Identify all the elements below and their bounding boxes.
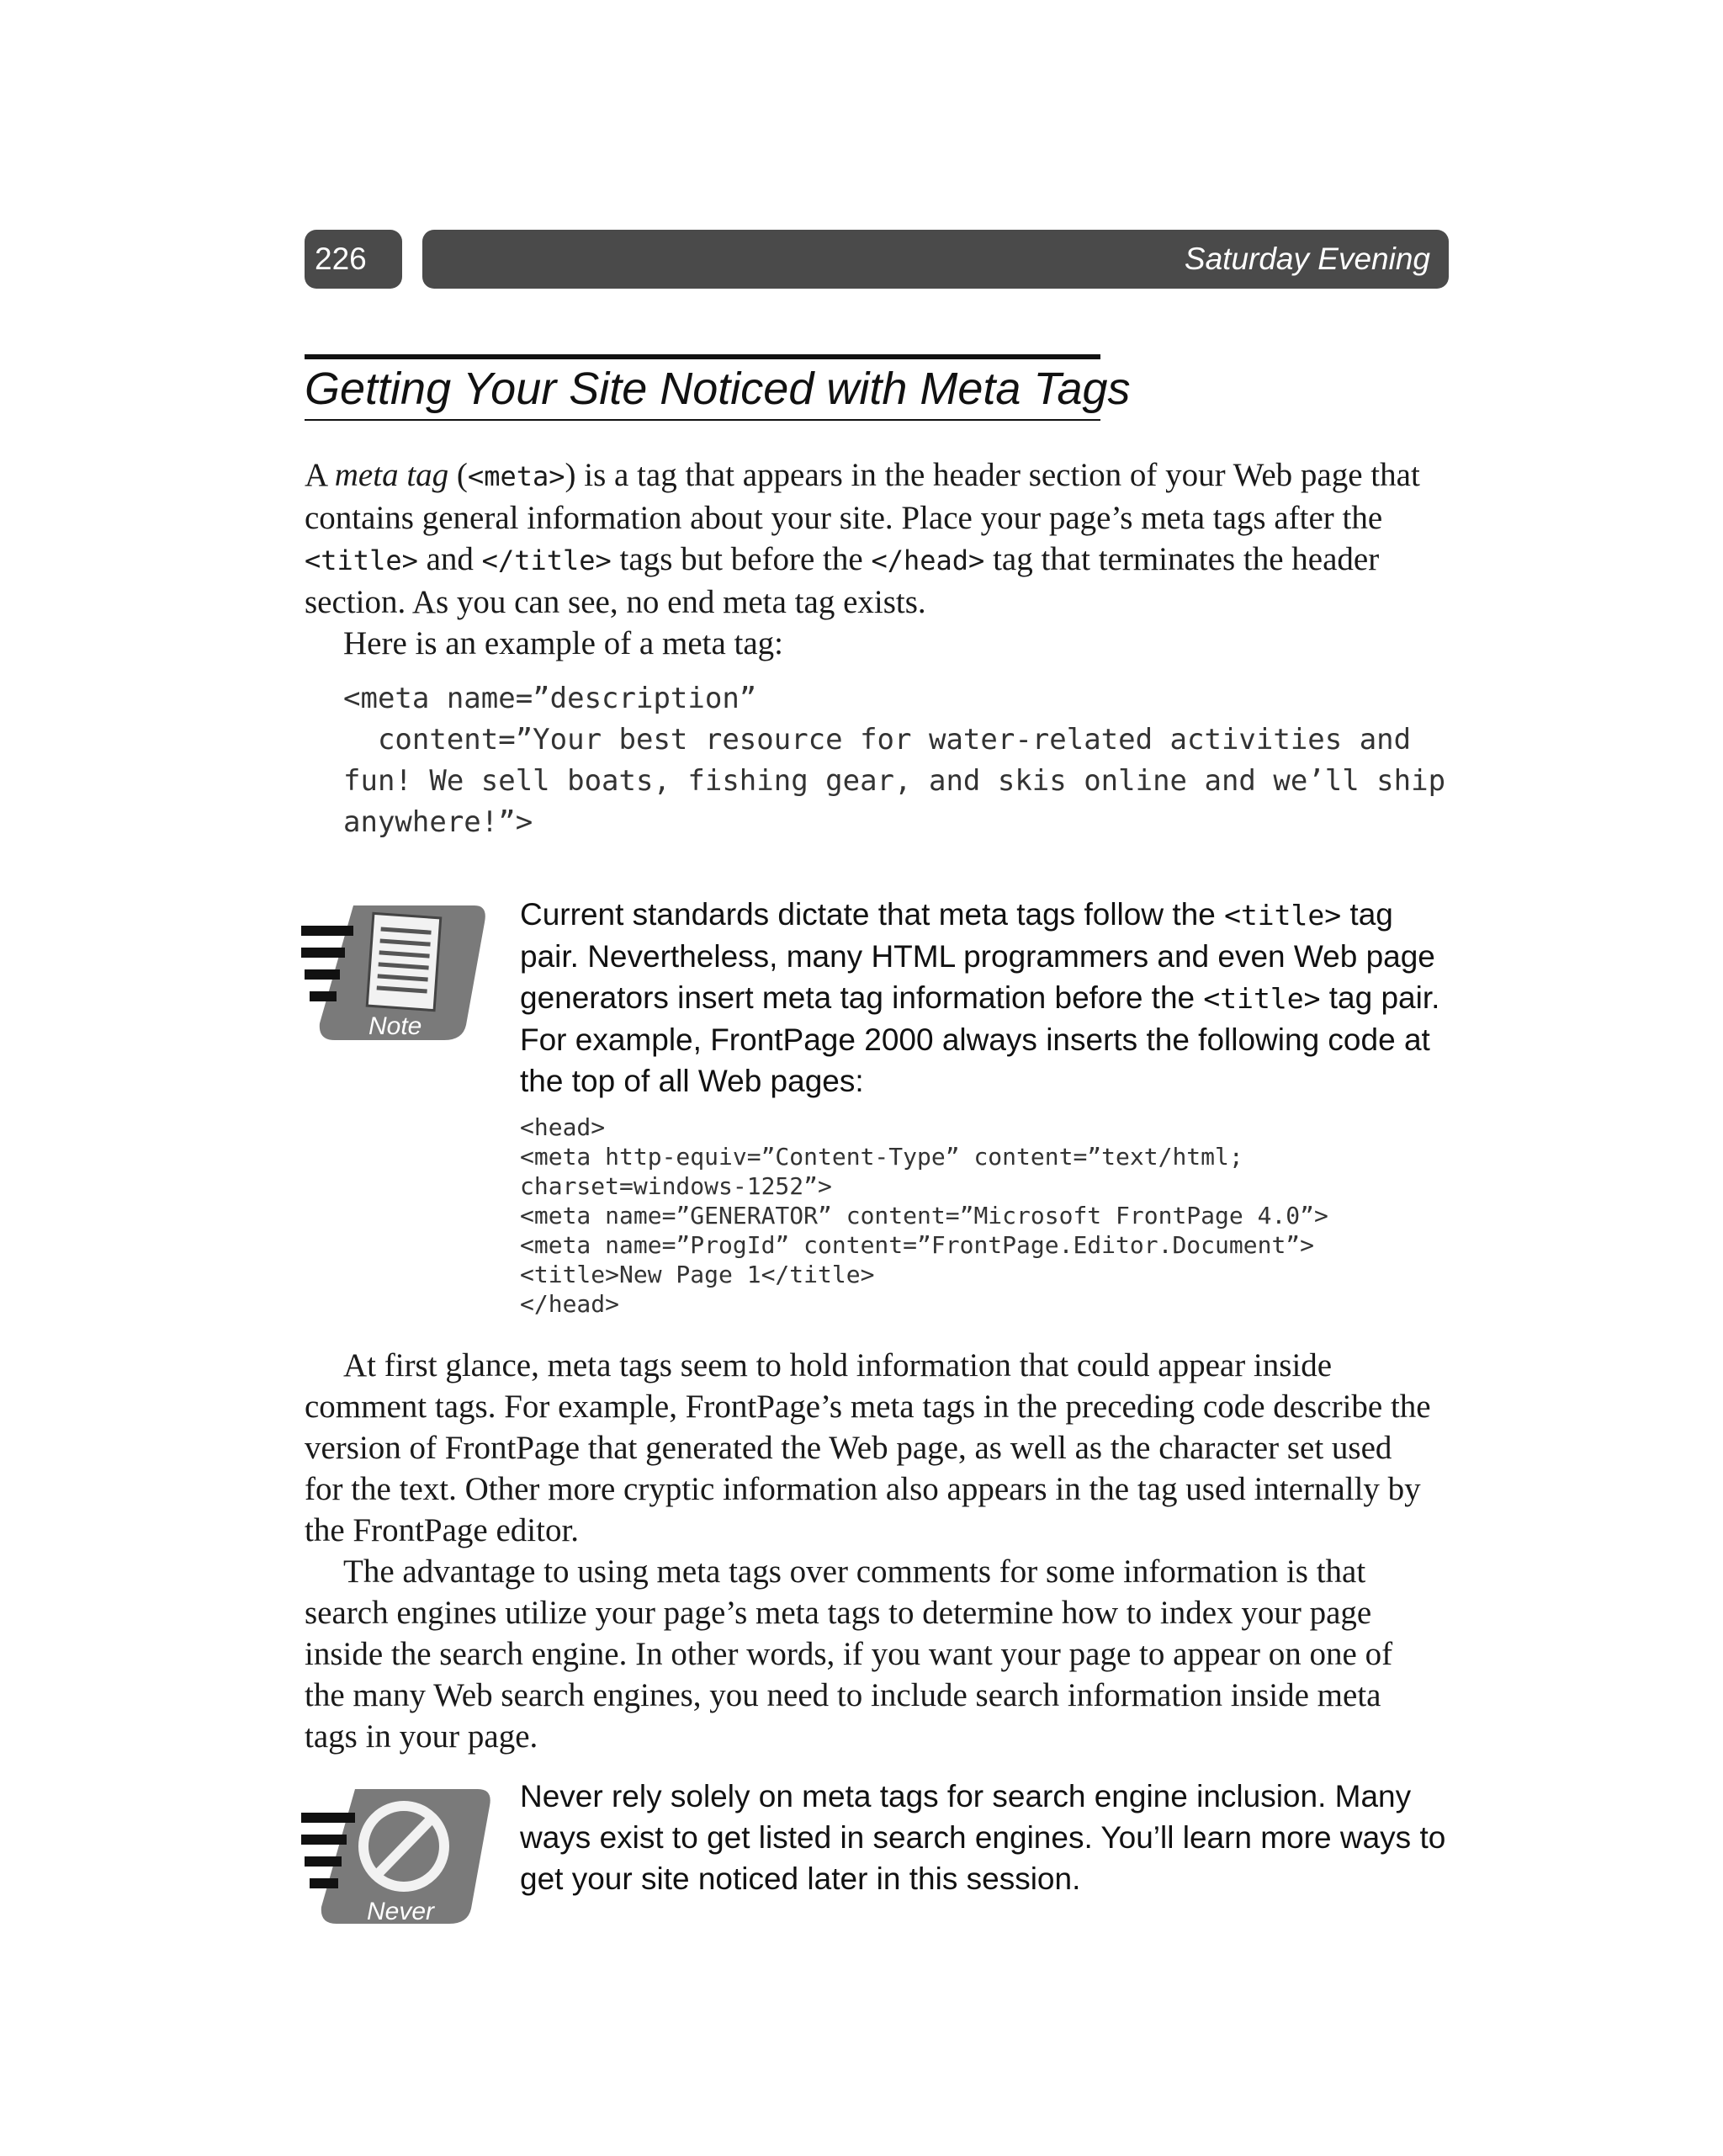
section-title-rule-bottom xyxy=(305,419,1100,421)
intro-text: ) is a tag that appears in the header section of your Web page that contains general information about your site. Place your page’s meta tags after the xyxy=(305,457,1420,536)
intro-block xyxy=(305,454,1436,664)
inline-code-meta: <meta> xyxy=(467,460,565,492)
inline-code-title-end: </title> xyxy=(481,544,612,576)
note-text-part: tag pair. For example, FrontPage 2000 always inserts the following code at the top of all Web pages: xyxy=(520,980,1440,1098)
intro-text: tag that terminates the header section. As you can see, no end meta tag exists. xyxy=(305,541,1380,620)
inline-code-head-end: </head> xyxy=(871,544,985,576)
running-head: Saturday Evening xyxy=(422,230,1449,289)
never-text: Never rely solely on meta tags for search engine inclusion. Many ways exist to get listed in search engines. You’ll learn more ways to get your site noticed later in this session. xyxy=(520,1779,1446,1896)
paragraph: At first glance, meta tags seem to hold information that could appear inside comment tags. For example, FrontPage’s meta tags in the preceding code describe the version of FrontPage that generated the Web page, as well as the character set used for the text. Other more cryptic information also appears in the tag used internally by the FrontPage editor. xyxy=(305,1347,1431,1548)
inline-code-title: <title> xyxy=(305,544,418,576)
note-text-part: Current standards dictate that meta tags follow the xyxy=(520,897,1225,932)
note-inline-code-title: <title> xyxy=(1203,982,1321,1015)
example-intro: Here is an example of a meta tag: xyxy=(343,625,784,661)
intro-text: tags but before the xyxy=(611,541,872,577)
intro-text: ( xyxy=(448,457,468,493)
note-icon-label: Note xyxy=(368,1012,422,1040)
page-number: 226 xyxy=(305,230,402,289)
never-icon-label: Never xyxy=(367,1898,435,1925)
section-title-rule-top xyxy=(305,354,1100,359)
note-inline-code-title: <title> xyxy=(1224,899,1342,932)
section-title: Getting Your Site Noticed with Meta Tags xyxy=(305,364,1131,414)
intro-paragraph xyxy=(305,454,1436,623)
term-meta-tag: meta tag xyxy=(334,457,449,493)
note-text-part: tag pair. Nevertheless, many HTML programmers and even Web page generators insert meta tag information before the xyxy=(520,897,1435,1015)
body-paragraphs xyxy=(305,1345,1436,1757)
paragraph: The advantage to using meta tags over comments for some information is that search engines utilize your page’s meta tags to determine how to index your page inside the search engine. In other words, if you want your page to appear on one of the many Web search engines, you need to include search information inside meta tags in your page. xyxy=(305,1553,1393,1755)
example-code-block: <meta name=”description” content=”Your best resource for water-related activities and fun! We sell boats, fishing gear, and skis online and we’ll ship anywhere!”> xyxy=(343,682,1446,839)
note-code-block: <head> <meta http-equiv=”Content-Type” content=”text/html; charset=windows-1252”> <meta name=”GENERATOR” content=”Microsoft FrontPage 4.0”> <meta name=”ProgId” content=”FrontPage.Editor.Document”> <title>New Page 1</title> </head> xyxy=(520,1113,1328,1318)
note-text xyxy=(520,894,1454,1102)
intro-text: A xyxy=(305,457,335,493)
intro-text: and xyxy=(417,541,482,577)
